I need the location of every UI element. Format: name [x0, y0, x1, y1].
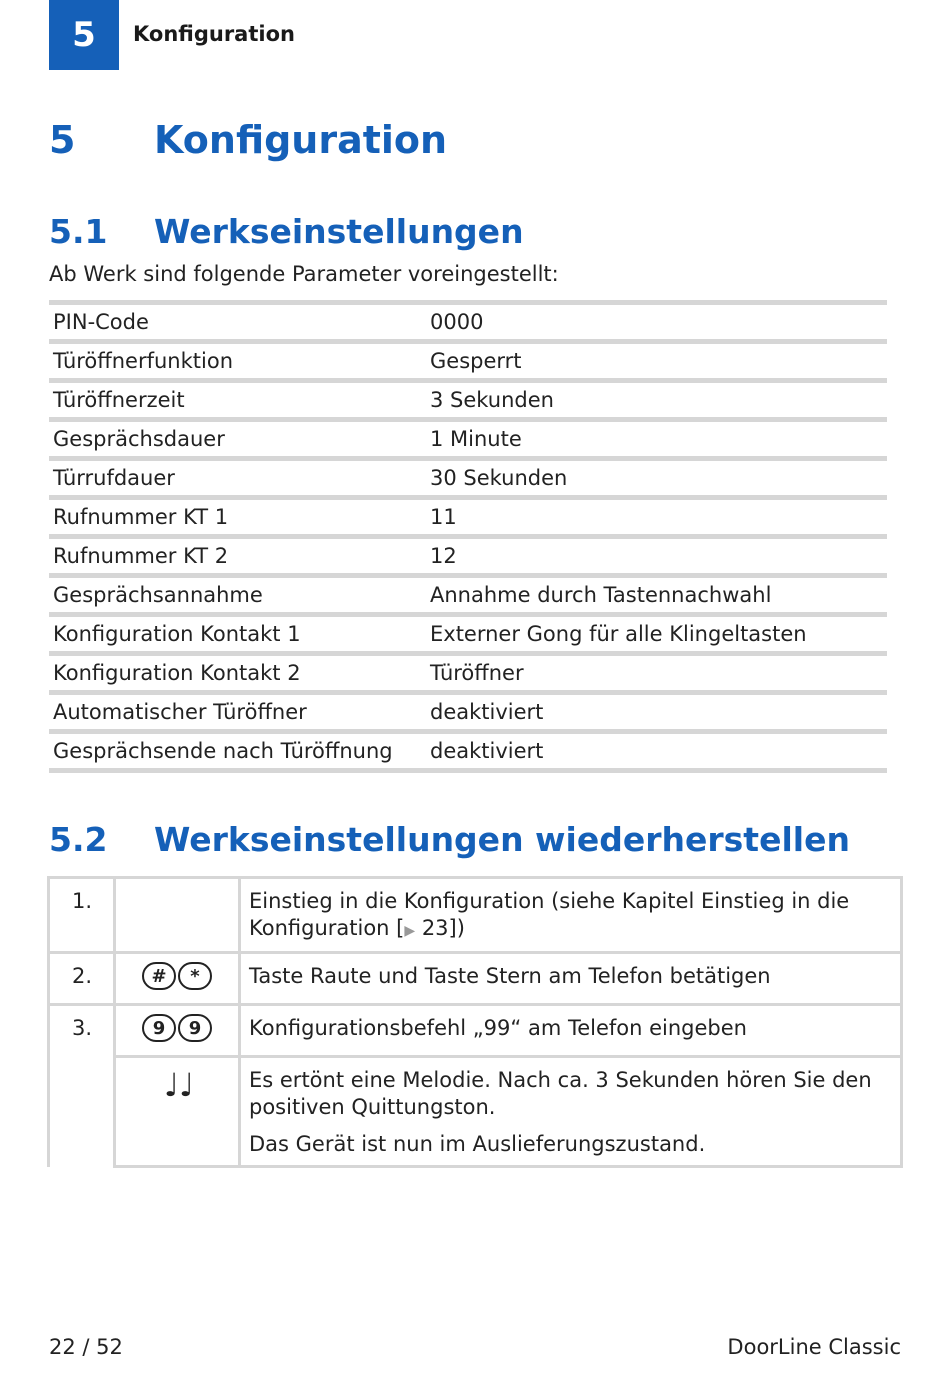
step-text: Konfigurationsbefehl „99“ am Telefon eingeben — [240, 1005, 902, 1057]
setting-name: Türöffnerzeit — [53, 388, 185, 412]
step-icon-cell — [115, 1005, 240, 1057]
setting-name: Türrufdauer — [53, 466, 175, 490]
setting-name: Türöffnerfunktion — [53, 349, 234, 373]
step-text-part: 23]) — [415, 916, 465, 940]
factory-settings-table — [49, 300, 887, 773]
page-ref-triangle-icon: ▶ — [404, 923, 416, 939]
step-row — [49, 878, 902, 953]
heading-1-number: 5 — [49, 118, 76, 162]
star-key-icon: * — [178, 962, 212, 990]
settings-row — [49, 461, 887, 495]
setting-name: Konfiguration Kontakt 2 — [53, 661, 301, 685]
setting-value: Annahme durch Tastennachwahl — [430, 583, 772, 607]
result-row — [49, 1057, 902, 1167]
result-text — [240, 1057, 902, 1167]
settings-row — [49, 656, 887, 690]
step-text-part: Einstieg in die Konfiguration (siehe Kapitel Einstieg in die Konfiguration [ — [249, 889, 850, 940]
setting-value: Türöffner — [430, 661, 524, 685]
setting-value: Gesperrt — [430, 349, 522, 373]
setting-name: Rufnummer KT 1 — [53, 505, 229, 529]
setting-name: Gesprächsannahme — [53, 583, 263, 607]
setting-name: Gesprächsende nach Türöffnung — [53, 739, 393, 763]
step-text: Taste Raute und Taste Stern am Telefon betätigen — [240, 953, 902, 1005]
intro-text: Ab Werk sind folgende Parameter voreingestellt: — [49, 262, 559, 286]
running-header-title: Konfiguration — [133, 22, 295, 46]
settings-row — [49, 422, 887, 456]
settings-row — [49, 734, 887, 768]
step-number: 1. — [49, 878, 115, 953]
setting-value: 1 Minute — [430, 427, 522, 451]
settings-row — [49, 383, 887, 417]
settings-row — [49, 344, 887, 378]
nine-key-icon: 9 — [178, 1014, 212, 1042]
setting-value: deaktiviert — [430, 739, 544, 763]
result-icon-cell — [115, 1057, 240, 1167]
setting-name: PIN-Code — [53, 310, 149, 334]
settings-row — [49, 305, 887, 339]
result-text-line-1: Es ertönt eine Melodie. Nach ca. 3 Sekunden hören Sie den positiven Quittungston. — [249, 1068, 872, 1119]
step-icon-cell — [115, 953, 240, 1005]
settings-row — [49, 695, 887, 729]
step-number: 3. — [49, 1005, 115, 1167]
setting-value: 30 Sekunden — [430, 466, 568, 490]
hash-key-icon: # — [142, 962, 176, 990]
setting-name: Konfiguration Kontakt 1 — [53, 622, 301, 646]
step-row — [49, 953, 902, 1005]
music-notes-icon: ♩♩ — [163, 1066, 195, 1104]
result-text-line-2: Das Gerät ist nun im Auslieferungszustand. — [249, 1132, 706, 1156]
step-text — [240, 878, 902, 953]
setting-name: Gesprächsdauer — [53, 427, 225, 451]
setting-name: Rufnummer KT 2 — [53, 544, 229, 568]
chapter-number: 5 — [72, 15, 96, 55]
settings-row — [49, 578, 887, 612]
heading-5-2-title: Werkseinstellungen wiederherstellen — [154, 820, 850, 859]
settings-row — [49, 539, 887, 573]
heading-5-1-title: Werkseinstellungen — [154, 212, 524, 251]
setting-name: Automatischer Türöffner — [53, 700, 307, 724]
nine-key-icon: 9 — [142, 1014, 176, 1042]
step-icon-cell — [115, 878, 240, 953]
heading-5-1-number: 5.1 — [49, 212, 108, 251]
setting-value: 3 Sekunden — [430, 388, 554, 412]
product-name: DoorLine Classic — [727, 1335, 901, 1359]
page-number: 22 / 52 — [49, 1335, 123, 1359]
setting-value: 12 — [430, 544, 457, 568]
chapter-number-badge — [49, 0, 119, 70]
step-number: 2. — [49, 953, 115, 1005]
settings-row — [49, 617, 887, 651]
table-rule — [49, 768, 887, 773]
setting-value: 11 — [430, 505, 457, 529]
restore-steps-table — [47, 876, 903, 1168]
setting-value: Externer Gong für alle Klingeltasten — [430, 622, 807, 646]
step-row — [49, 1005, 902, 1057]
setting-value: deaktiviert — [430, 700, 544, 724]
setting-value: 0000 — [430, 310, 484, 334]
heading-1-title: Konfiguration — [154, 118, 448, 162]
heading-5-2-number: 5.2 — [49, 820, 108, 859]
settings-row — [49, 500, 887, 534]
